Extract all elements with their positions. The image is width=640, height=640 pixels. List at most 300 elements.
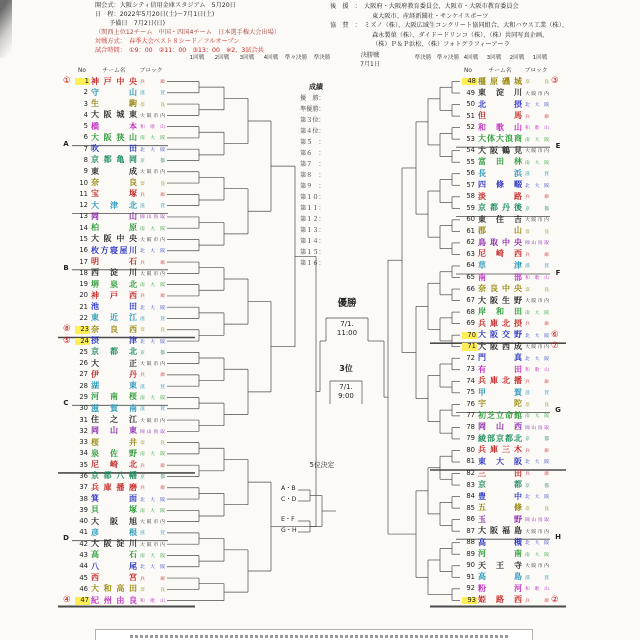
team-name [478, 216, 522, 224]
team-name [478, 204, 522, 212]
team-block-char: 滋 [140, 384, 145, 390]
team-name [91, 78, 137, 86]
team-block-char: 滋 [525, 264, 530, 270]
team-block-char: 都 [544, 437, 549, 443]
team-no: 26 [79, 359, 88, 368]
team-block [525, 207, 549, 212]
team-no: 7 [83, 144, 88, 153]
team-block-char: 庫 [544, 114, 549, 120]
seed-mark: ⑤ [63, 335, 71, 346]
team-block-char: 大 [150, 147, 155, 153]
team-no: 47 [75, 597, 90, 604]
team-block-char: 大 [534, 552, 540, 558]
team-name-char: 石 [129, 550, 137, 560]
team-block [140, 125, 165, 130]
round-label-right: 準々決勝 [436, 55, 460, 61]
team-name-char: 西 [129, 290, 137, 300]
results-item: 第１３： [300, 227, 325, 234]
team-block [525, 80, 549, 85]
header-left-line: 予備日 7月2日(日) [109, 20, 166, 27]
team-name-char: 山 [110, 426, 118, 436]
team-no: 46 [79, 584, 88, 593]
team-block [140, 520, 165, 525]
team-name-char: 枚 [91, 245, 99, 255]
team-name-char: 阪 [490, 330, 498, 340]
team-block [140, 136, 165, 141]
results-item: 第８ ： [300, 172, 325, 179]
team-name-char: 吉 [514, 214, 522, 224]
team-name-char: 野 [514, 514, 522, 524]
team-block-char: 奈 [525, 506, 530, 512]
team-block-char: 兵 [525, 472, 530, 478]
team-block-char: 大 [150, 452, 155, 458]
team-name-char: 之 [110, 415, 118, 425]
team-block [525, 449, 549, 454]
team-name [91, 563, 137, 571]
team-name-char: 西 [91, 268, 99, 278]
team-name [91, 314, 137, 322]
team-name [478, 250, 522, 258]
team-block-char: 鳥 [537, 425, 543, 431]
col-header-block: ブロック [139, 68, 163, 74]
team-name-char: 近 [110, 313, 118, 323]
team-name-char: 和 [103, 584, 112, 594]
team-block-char: 阪 [544, 333, 549, 339]
team-block [140, 419, 165, 424]
team-name-char: 岸 [478, 307, 486, 317]
team-no: 6 [83, 133, 88, 142]
results-item: 第１０： [300, 194, 325, 201]
team-block-char: 南 [525, 552, 530, 558]
team-block [525, 288, 549, 293]
team-name-char: 草 [478, 260, 486, 270]
team-block-char: 和 [140, 125, 145, 131]
team-block [525, 334, 549, 339]
round-label-left: 1回戦 [189, 55, 205, 61]
team-name-char: 都 [505, 433, 513, 443]
team-name [478, 308, 522, 316]
team-name [478, 504, 522, 512]
team-block-char: 北 [140, 565, 145, 571]
team-name-char: 泉 [91, 448, 99, 458]
team-name-char: 田 [514, 468, 522, 478]
team-name [91, 100, 137, 108]
team-name-char: 綾 [478, 433, 486, 443]
team-name [91, 427, 137, 435]
team-name-char: 大 [496, 456, 504, 466]
team-name-char: 甲 [478, 387, 486, 397]
team-name [478, 343, 522, 351]
team-name-char: 門 [478, 353, 486, 363]
team-block-char: 阪 [146, 237, 152, 243]
team-name [91, 111, 137, 119]
team-name-char: 大 [91, 110, 99, 120]
team-name-char: 八 [116, 471, 125, 481]
team-block [525, 345, 549, 350]
round-label-left: 4回戦 [263, 55, 279, 61]
team-block-char: 奈 [140, 181, 145, 187]
team-block-char: 良 [160, 587, 165, 593]
team-no: 72 [466, 353, 475, 362]
team-name [91, 235, 137, 243]
team-name-char: 神 [91, 76, 99, 86]
team-block [525, 357, 549, 362]
team-name-char: 王 [496, 560, 504, 570]
team-name-char: 本 [129, 121, 137, 131]
team-name-char: 鳥 [478, 237, 486, 247]
team-block-char: 京 [140, 474, 145, 480]
team-name-char: 津 [514, 260, 522, 270]
team-name [478, 539, 522, 547]
team-block-char: 大 [150, 283, 155, 289]
team-name-char: 南 [514, 549, 522, 559]
team-name-char: 正 [129, 358, 137, 368]
team-name-char: 原 [129, 223, 137, 233]
team-block [525, 92, 549, 97]
team-block-char: 阪 [544, 414, 549, 420]
team-name-char: 命 [505, 410, 513, 420]
team-name [91, 134, 137, 142]
team-name [91, 281, 137, 289]
team-block [140, 373, 165, 378]
team-name [91, 292, 137, 300]
final-box-time: 11:00 [336, 329, 358, 337]
team-block-char: 賀 [160, 531, 165, 537]
team-name [91, 258, 137, 266]
team-block-char: 北 [140, 249, 145, 255]
team-block-char: 市 [153, 542, 159, 548]
team-name-char: 野 [514, 295, 522, 305]
team-block [140, 283, 165, 288]
team-block-char: 歌 [534, 587, 540, 593]
team-block-char: 南 [525, 310, 530, 316]
team-name-char: 兵 [478, 376, 486, 386]
team-block-char: 内 [544, 218, 549, 224]
results-item: 第４位： [300, 128, 325, 135]
team-no: 37 [79, 483, 88, 492]
team-block [525, 276, 549, 281]
team-block-char: 南 [140, 136, 145, 142]
team-block [140, 80, 165, 85]
team-block-char: 都 [160, 158, 165, 164]
round-label-right: 1回戦 [532, 55, 548, 61]
team-block-char: 阪 [146, 520, 152, 526]
team-block-char: 内 [160, 418, 165, 424]
team-name-char: 庫 [103, 482, 112, 492]
team-name [91, 360, 137, 368]
col-header-team: チーム名 [488, 68, 512, 74]
team-name-char: 江 [129, 415, 137, 425]
team-block-char: 都 [544, 483, 549, 489]
team-block [140, 170, 165, 175]
team-name-char: 戸 [103, 76, 112, 86]
team-block-char: 賀 [160, 204, 165, 210]
team-name-char: 大 [91, 132, 99, 142]
team-block [525, 518, 549, 523]
team-name-char: 和 [478, 122, 486, 132]
team-no: 89 [466, 549, 475, 558]
team-name-char: 都 [110, 347, 118, 357]
team-block [140, 317, 165, 322]
team-block-char: 良 [160, 328, 165, 334]
team-no: 78 [466, 422, 475, 431]
team-block-char: 大 [534, 310, 540, 316]
team-name-char: 亀 [116, 155, 125, 165]
team-name-char: 京 [91, 471, 99, 481]
team-block-char: 内 [160, 362, 165, 368]
team-name-char: 田 [129, 144, 137, 154]
team-block-char: 歌 [150, 599, 155, 605]
team-block-char: 大 [140, 418, 145, 424]
team-name [478, 320, 522, 328]
team-block-char: 滋 [140, 91, 145, 97]
team-block-char: 阪 [160, 283, 165, 289]
team-no: 31 [79, 415, 88, 424]
team-name-char: 川 [128, 539, 137, 549]
team-name-char: 大 [91, 200, 99, 210]
team-name [478, 193, 522, 201]
team-no: 21 [79, 302, 88, 311]
team-block-char: 庫 [160, 576, 165, 582]
team-block [525, 253, 549, 258]
team-block-char: 大 [534, 183, 540, 189]
team-name-char: 馬 [514, 111, 522, 121]
team-block-char: 庫 [544, 379, 549, 385]
team-name-char: 田 [129, 302, 137, 312]
results-item: 第１２： [300, 216, 325, 223]
team-block-char: 大 [140, 237, 145, 243]
team-name [478, 262, 522, 270]
team-block [525, 195, 549, 200]
team-block-char: 市 [153, 113, 159, 119]
results-item: 第６ ： [300, 150, 325, 157]
team-block-char: 大 [525, 149, 530, 155]
team-name [91, 190, 137, 198]
team-name-char: 五 [478, 503, 486, 513]
team-block-char: 大 [534, 103, 540, 109]
team-block [140, 599, 165, 604]
team-name-char: 大 [478, 330, 486, 340]
final-round-label: 決勝戦 [360, 52, 380, 59]
team-name-char: 都 [490, 203, 498, 213]
header-left-line: 対戦方式： 春季大会ベスト８シード／フルオープン [95, 38, 240, 45]
team-name-char: 條 [514, 503, 522, 513]
team-name-char: 山 [129, 87, 137, 97]
seed-mark: ① [63, 76, 71, 86]
team-name-char: 北 [129, 347, 137, 357]
team-name-char: 西 [91, 573, 99, 583]
team-block [525, 484, 549, 489]
team-name [91, 371, 137, 379]
team-name-char: 阪 [490, 341, 498, 351]
team-block-char: 北 [140, 305, 145, 311]
team-name-char: 幡 [128, 471, 137, 481]
team-block-char: 庫 [160, 294, 165, 300]
team-block-char: 庫 [160, 192, 165, 198]
team-block [525, 126, 549, 131]
team-name-char: 京 [91, 347, 99, 357]
team-name-char: 交 [502, 330, 510, 340]
team-name [478, 400, 522, 408]
team-name-char: 條 [496, 180, 504, 190]
team-block [525, 115, 549, 120]
team-block-char: 北 [525, 495, 530, 501]
team-name-char: 大 [91, 358, 99, 368]
team-name-char: 河 [478, 549, 486, 559]
team-block-char: 賀 [160, 407, 165, 413]
team-block-char: 山 [544, 276, 549, 281]
team-block-char: 和 [140, 599, 145, 605]
team-name-char: 良 [110, 324, 118, 334]
team-name-char: 庫 [490, 376, 498, 386]
team-name [91, 123, 137, 131]
team-name-char: 北 [129, 279, 137, 289]
results-item: 第１６： [300, 260, 325, 267]
team-name-char: 根 [129, 527, 137, 537]
team-no: 1 [75, 78, 90, 85]
header-right-line: 森永製菓（株）、ダイドードリンコ（株）、（株）共同写真企画、 [372, 31, 549, 39]
team-block-char: 大 [525, 345, 530, 351]
team-block [525, 587, 549, 592]
team-no: 54 [466, 146, 475, 155]
team-no: 91 [466, 572, 475, 581]
block-letter-left: A [63, 140, 69, 148]
team-block-char: 兵 [525, 598, 530, 604]
team-block [525, 472, 549, 477]
team-block-char: 奈 [525, 80, 530, 85]
team-name-char: 生 [91, 99, 99, 109]
team-name [91, 145, 137, 153]
team-block [140, 430, 165, 435]
team-name-char: 央 [514, 237, 522, 247]
team-name-char: 奈 [91, 178, 99, 188]
results-item: 第５ ： [300, 139, 325, 146]
team-block-char: 良 [544, 287, 549, 293]
team-name-char: 中 [514, 491, 522, 501]
team-name-char: 有 [478, 364, 486, 374]
team-block [525, 311, 549, 316]
team-name-char: 岡 [91, 211, 99, 221]
team-name-char: 高 [91, 550, 99, 560]
team-no: 38 [79, 494, 88, 503]
third-box-time: 9:00 [338, 392, 354, 400]
team-no: 11 [79, 189, 88, 198]
team-name-char: 真 [514, 353, 522, 363]
team-block [525, 414, 549, 419]
team-name-char: 畷 [514, 180, 522, 190]
team-name-char: 戸 [110, 290, 118, 300]
team-block-char: 阪 [160, 147, 165, 153]
team-name [478, 596, 522, 604]
team-name-char: 堺 [91, 279, 99, 289]
team-no: 65 [466, 273, 475, 281]
team-name [91, 540, 137, 548]
team-no: 45 [79, 573, 88, 582]
team-name [91, 348, 137, 356]
team-block [140, 148, 165, 153]
team-block-char: 滋 [525, 575, 530, 581]
team-block-char: 兵 [140, 260, 145, 266]
team-name-char: 阪 [490, 526, 498, 536]
team-block-char: 大 [534, 495, 540, 501]
team-no: 2 [83, 88, 88, 97]
team-block-char: 大 [150, 553, 155, 559]
team-block-char: 山 [146, 215, 152, 221]
team-name-char: 尼 [478, 249, 486, 259]
team-no: 9 [83, 167, 88, 176]
team-name [478, 423, 522, 431]
team-block [140, 385, 165, 390]
team-name-char: 良 [128, 595, 137, 605]
team-block [525, 368, 549, 373]
team-no: 32 [79, 426, 88, 435]
team-block-char: 兵 [525, 114, 530, 120]
team-name [478, 585, 522, 593]
team-name-char: 守 [91, 87, 99, 97]
team-block-char: 山 [146, 429, 152, 435]
team-name-char: 北 [502, 376, 510, 386]
team-no: 50 [466, 100, 475, 109]
block-letter-right: G [555, 406, 561, 414]
team-name-char: 中 [502, 237, 510, 247]
team-name-char: 西 [502, 341, 510, 351]
round-label-left: 準決勝 [313, 55, 331, 61]
team-name-char: 北 [514, 433, 522, 443]
fifth-pair-label: A・B [281, 485, 296, 492]
team-block [140, 362, 165, 367]
team-name-char: 石 [129, 257, 137, 267]
team-block-char: 北 [525, 183, 530, 189]
team-no: 79 [466, 434, 475, 443]
team-name-char: 摂 [91, 336, 99, 346]
team-block-char: 北 [140, 497, 145, 503]
team-name-char: 岡 [128, 155, 137, 165]
team-block-char: 阪 [531, 91, 537, 97]
team-block-char: 南 [140, 452, 145, 458]
team-no: 66 [466, 284, 475, 293]
team-block-char: 阪 [544, 552, 549, 558]
team-name-char: 鶴 [502, 145, 510, 155]
team-no: 34 [79, 449, 88, 458]
team-block-char: 滋 [140, 204, 145, 210]
team-block [525, 322, 549, 327]
team-name-char: 立 [496, 410, 504, 420]
team-name-char: 良 [490, 284, 498, 294]
team-block [525, 507, 549, 512]
team-name-char: 兵 [478, 445, 486, 455]
team-name-char: 豊 [478, 491, 486, 501]
team-name-char: 東 [478, 456, 486, 466]
team-block-char: 良 [160, 181, 165, 187]
team-name-char: 宇 [478, 399, 486, 409]
team-name-char: 滋 [91, 403, 99, 413]
team-block-char: 内 [160, 542, 165, 548]
team-block-char: 阪 [544, 137, 549, 143]
team-no: 56 [466, 169, 475, 178]
team-block-char: 庫 [160, 260, 165, 266]
team-name-char: 淀 [116, 539, 125, 549]
block-letter-left: C [63, 399, 69, 407]
header-left-line: 日 程：2022年5月20日(土)～7月1日(土) [95, 11, 215, 18]
team-name-char: 郡 [478, 226, 486, 236]
team-block-char: 阪 [160, 395, 165, 401]
team-name-char: 初 [478, 410, 486, 420]
team-block [140, 554, 165, 559]
team-name [478, 170, 522, 178]
team-name-char: 芝 [487, 410, 495, 420]
team-name [91, 450, 137, 458]
team-name [478, 389, 522, 397]
